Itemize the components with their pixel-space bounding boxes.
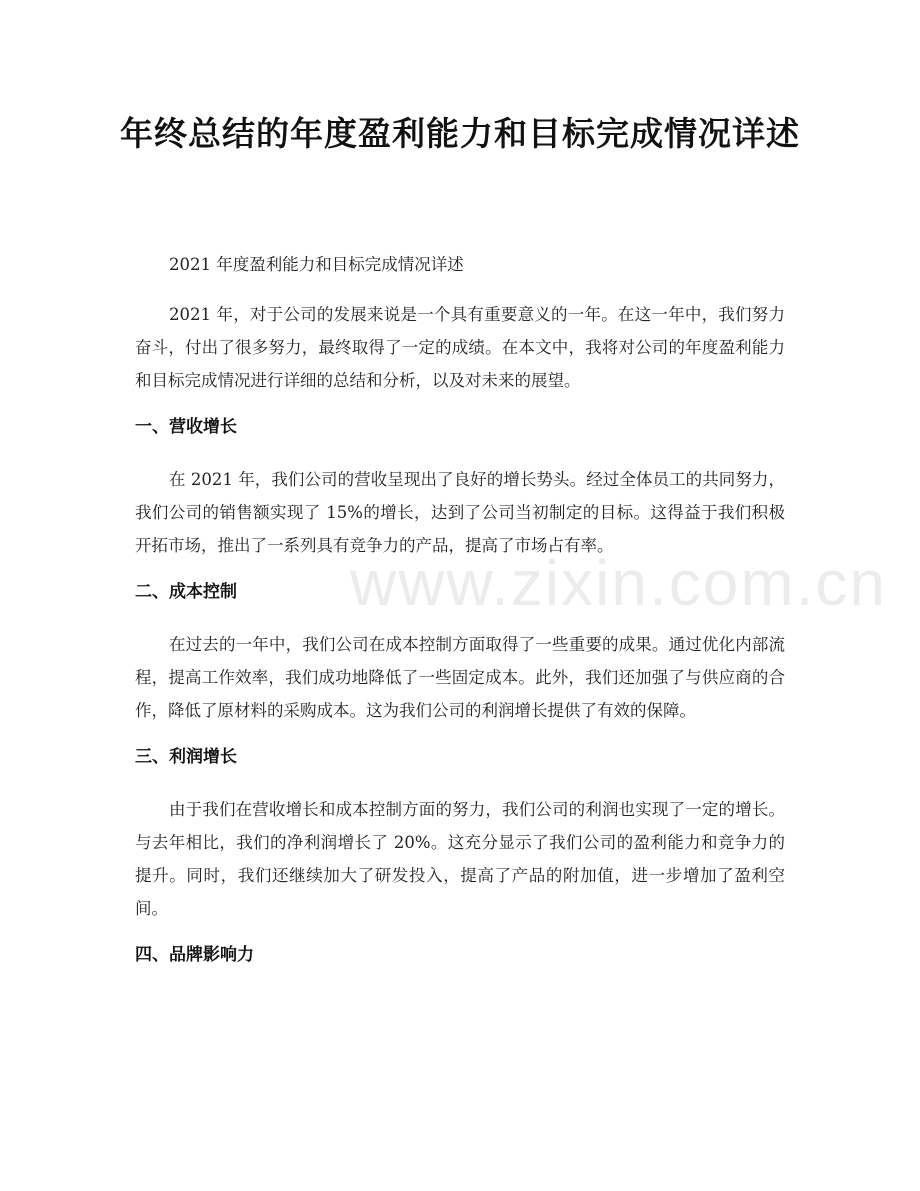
document-body — [135, 248, 785, 991]
section-paragraph-revenue: 在 2021 年，我们公司的营收呈现出了良好的增长势头。经过全体员工的共同努力，我们公司的销售额实现了 15%的增长，达到了公司当初制定的目标。这得益于我们积极开拓市场，推出了一系列具有竞争力的产品，提高了市场占有率。 — [135, 470, 785, 555]
section-heading-profit: 三、利润增长 — [135, 747, 237, 767]
document-title: 年终总结的年度盈利能力和目标完成情况详述 — [120, 114, 800, 153]
section-paragraph-profit: 由于我们在营收增长和成本控制方面的努力，我们公司的利润也实现了一定的增长。与去年相比，我们的净利润增长了 20%。这充分显示了我们公司的盈利能力和竞争力的提升。同时，我们还继续加大了研发投入，提高了产品的附加值，进一步增加了盈利空间。 — [135, 800, 785, 918]
intro-paragraph: 2021 年，对于公司的发展来说是一个具有重要意义的一年。在这一年中，我们努力奋斗，付出了很多努力，最终取得了一定的成绩。在本文中，我将对公司的年度盈利能力和目标完成情况进行详细的总结和分析，以及对未来的展望。 — [135, 305, 785, 390]
section-heading-cost-control: 二、成本控制 — [135, 582, 237, 602]
watermark: www.zixin.com.cn — [350, 547, 887, 619]
section-heading-brand: 四、品牌影响力 — [135, 945, 254, 965]
section-heading-revenue: 一、营收增长 — [135, 417, 237, 437]
document-subtitle: 2021 年度盈利能力和目标完成情况详述 — [169, 255, 464, 274]
section-paragraph-cost-control: 在过去的一年中，我们公司在成本控制方面取得了一些重要的成果。通过优化内部流程，提高工作效率，我们成功地降低了一些固定成本。此外，我们还加强了与供应商的合作，降低了原材料的采购成本。这为我们公司的利润增长提供了有效的保障。 — [135, 635, 785, 720]
